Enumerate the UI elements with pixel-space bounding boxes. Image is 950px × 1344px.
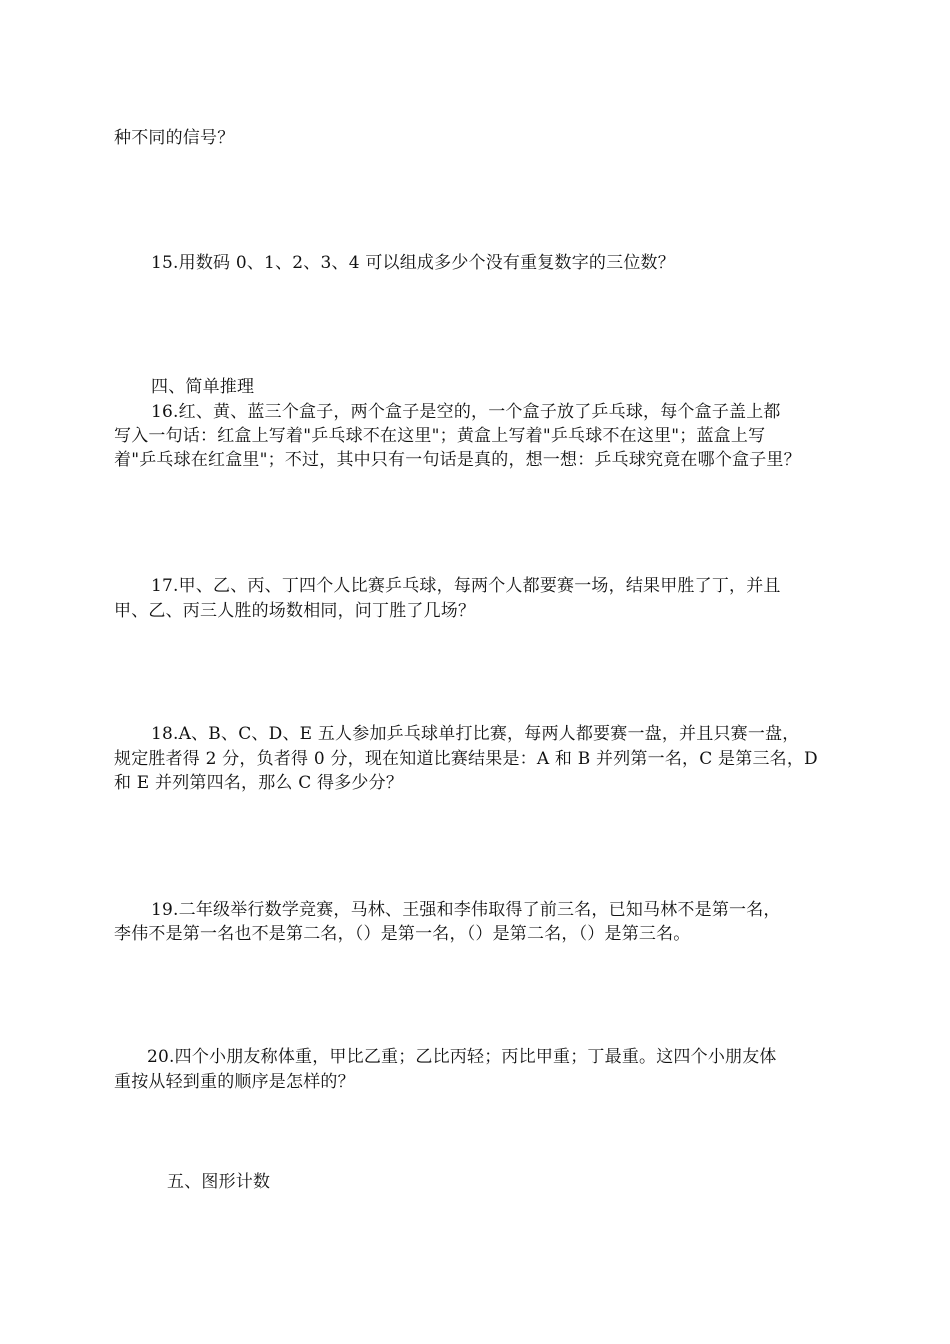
question-17-line-1: 17.甲、乙、丙、丁四个人比赛乒乓球，每两个人都要赛一场，结果甲胜了丁，并且 <box>151 576 781 596</box>
question-17-line-2: 甲、乙、丙三人胜的场数相同，问丁胜了几场？ <box>114 601 476 621</box>
question-19-line-2: 李伟不是第一名也不是第二名，（）是第一名，（）是第二名，（）是第三名。 <box>114 924 691 944</box>
question-14-continuation: 种不同的信号？ <box>114 128 235 148</box>
section-5-heading: 五、图形计数 <box>167 1172 271 1192</box>
question-20-line-2: 重按从轻到重的顺序是怎样的？ <box>114 1072 355 1092</box>
question-20-line-1: 20.四个小朋友称体重，甲比乙重；乙比丙轻；丙比甲重；丁最重。这四个小朋友体 <box>147 1047 777 1067</box>
question-16-line-3: 着"乒乓球在红盒里"；不过，其中只有一句话是真的，想一想：乒乓球究竟在哪个盒子里？ <box>114 450 801 470</box>
question-15: 15.用数码 0、1、2、3、4 可以组成多少个没有重复数字的三位数？ <box>151 253 675 273</box>
question-18-line-2: 规定胜者得 2 分，负者得 0 分，现在知道比赛结果是：A 和 B 并列第一名，C 是第三名，D <box>114 749 818 769</box>
section-4-heading: 四、简单推理 <box>151 377 255 397</box>
question-16-line-2: 写入一句话：红盒上写着"乒乓球不在这里"；黄盒上写着"乒乓球不在这里"；蓝盒上写 <box>114 426 766 446</box>
question-19-line-1: 19.二年级举行数学竞赛，马林、王强和李伟取得了前三名，已知马林不是第一名， <box>151 900 781 920</box>
question-18-line-3: 和 E 并列第四名，那么 C 得多少分？ <box>114 773 404 793</box>
question-16-line-1: 16.红、黄、蓝三个盒子，两个盒子是空的，一个盒子放了乒乓球，每个盒子盖上都 <box>151 402 781 422</box>
question-18-line-1: 18.A、B、C、D、E 五人参加乒乓球单打比赛，每两人都要赛一盘，并且只赛一盘， <box>151 724 800 744</box>
